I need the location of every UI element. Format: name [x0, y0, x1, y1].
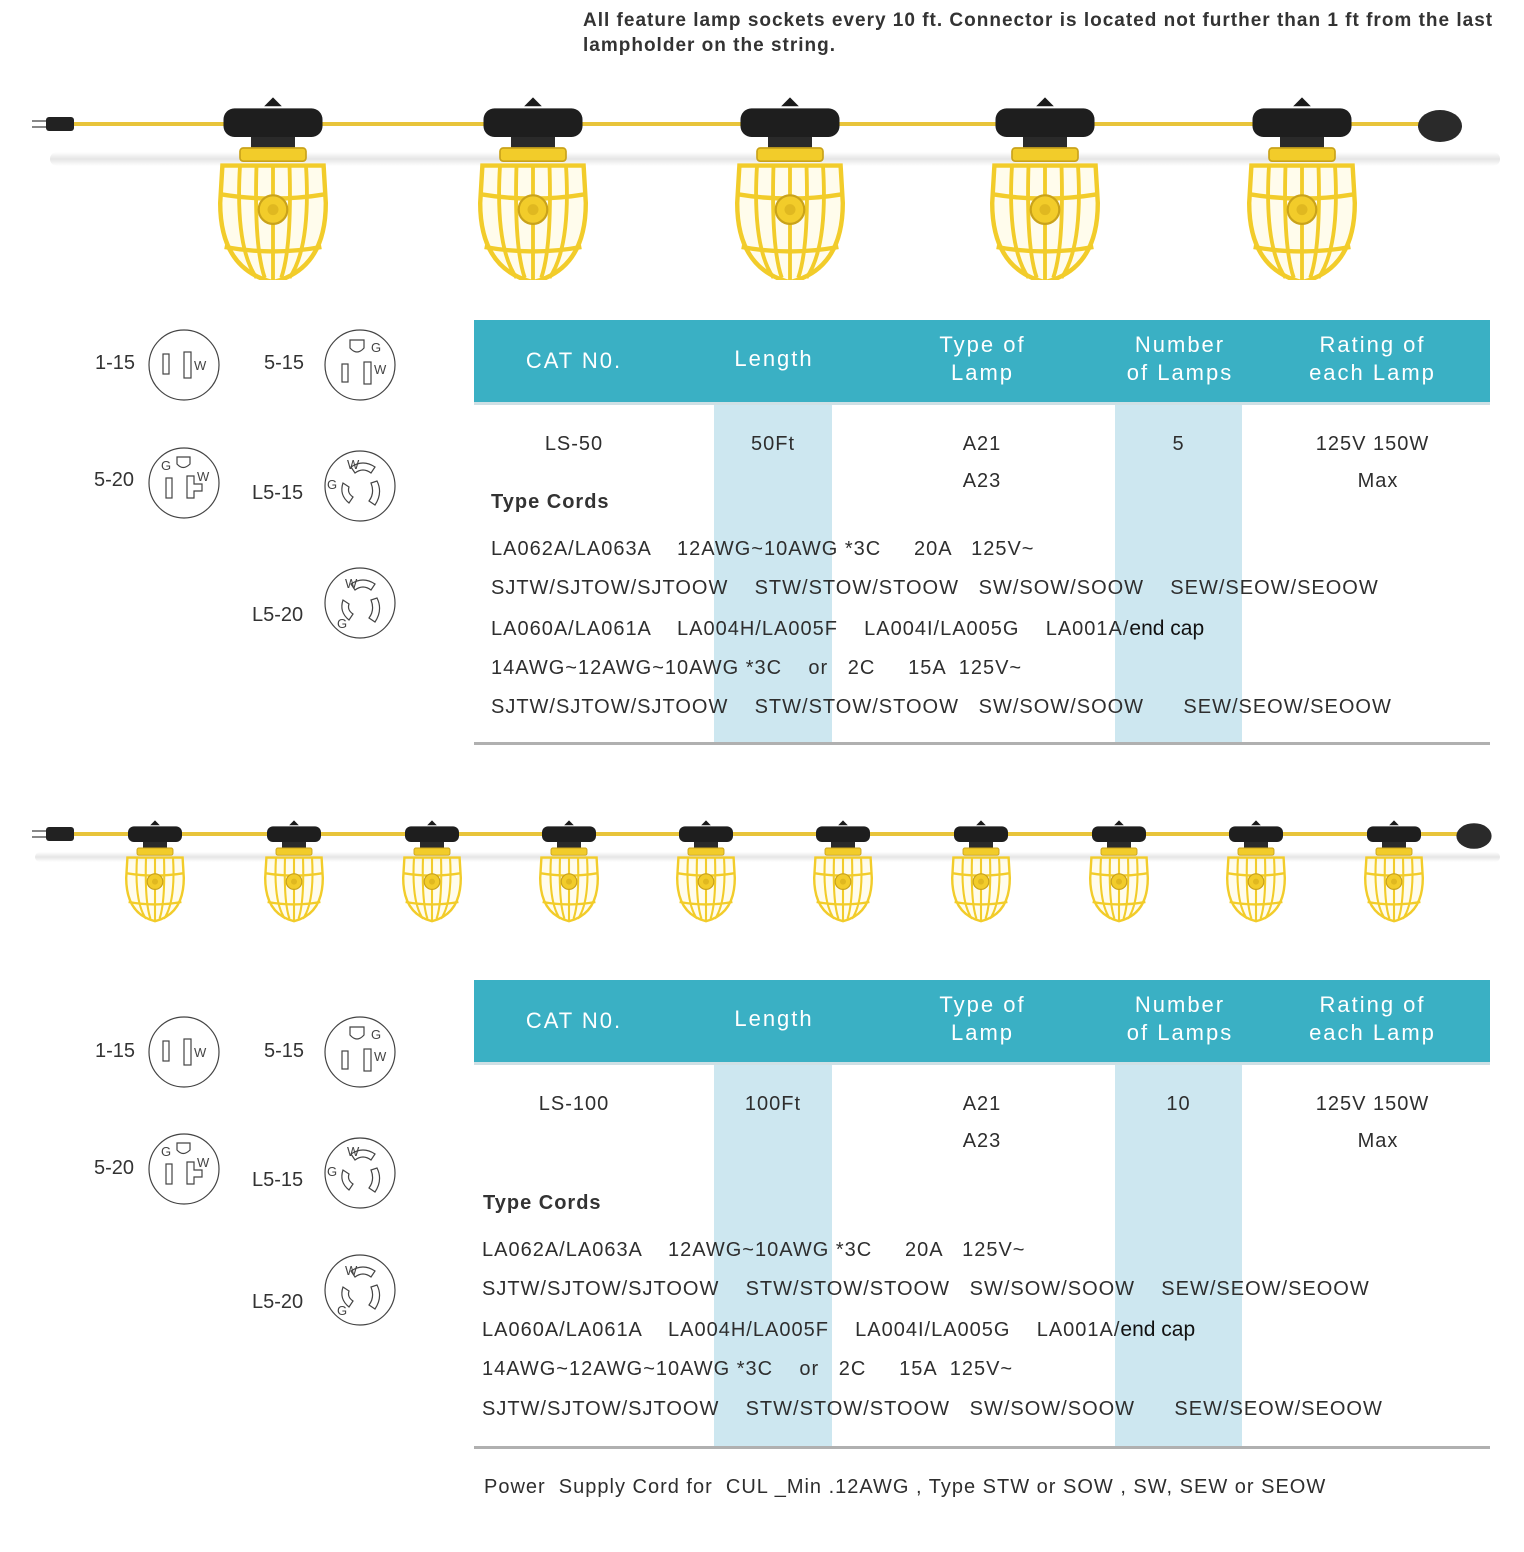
cage-hub-center [840, 879, 846, 885]
plug-label-l5-20: L5-20 [252, 1291, 304, 1313]
header-separator [474, 1062, 1490, 1065]
lamp-cage [540, 820, 598, 921]
string-light-10-image [0, 815, 1524, 925]
socket-body [954, 826, 1008, 842]
socket-body [1092, 826, 1146, 842]
socket-body [996, 108, 1095, 137]
cord-line-text: LA060A/LA061A LA004H/LA005F LA004I/LA005G LA001A/ [482, 1319, 1121, 1341]
outlet-letter: W [374, 362, 387, 377]
cage-hub-center [1116, 879, 1122, 885]
outlet-letter: W [197, 469, 210, 484]
rating-note: Max [1357, 470, 1399, 492]
socket-hook [289, 820, 299, 825]
cord-line [491, 617, 1204, 641]
cage-collar [137, 848, 173, 855]
socket-hook [701, 820, 711, 825]
socket-hook [427, 820, 437, 825]
plug-label-l5-15: L5-15 [252, 1169, 304, 1191]
outlet-letter: G [161, 458, 172, 473]
header-separator [474, 402, 1490, 405]
lamp-cage [952, 820, 1010, 921]
plug-body [46, 117, 74, 131]
socket-body [128, 826, 182, 842]
socket-hook [1251, 820, 1261, 825]
header-rating-line-2: each Lamp [1309, 1020, 1436, 1045]
intro-text: All feature lamp sockets every 10 ft. Connector is located not further than 1 ft from the last lampholder on the string. [583, 10, 1494, 56]
lamp-cage [737, 97, 843, 280]
string-light-5-image [0, 90, 1524, 280]
header-length: Length [734, 346, 814, 371]
cord-line: 14AWG~12AWG~10AWG *3C or 2C 15A 125V~ [491, 657, 1023, 679]
cage-collar [551, 848, 587, 855]
cage-collar [1238, 848, 1274, 855]
header-rating-line-1: Rating of [1319, 992, 1426, 1017]
header-cat-no: CAT N0. [525, 1008, 623, 1033]
header-length: Length [734, 1006, 814, 1031]
cord-line: SJTW/SJTOW/SJTOOW STW/STOW/STOOW SW/SOW/SOOW SEW/SEOW/SEOOW [482, 1398, 1383, 1420]
outlet-letter: G [327, 1164, 338, 1179]
socket-hook [1389, 820, 1399, 825]
socket-hook [264, 97, 282, 106]
lamp-cage [126, 820, 184, 921]
outlet-letter: W [347, 457, 360, 472]
outlet-letter: W [345, 1263, 358, 1278]
lamp-cage [265, 820, 323, 921]
cage-collar [1269, 148, 1335, 161]
lamp-cage [992, 97, 1098, 280]
length-value: 100Ft [744, 1093, 802, 1115]
cord-line: LA062A/LA063A 12AWG~10AWG *3C 20A 125V~ [491, 538, 1035, 560]
header-number-line-2: of Lamps [1126, 1020, 1234, 1045]
cage-hub-center [1297, 204, 1308, 215]
cage-collar [963, 848, 999, 855]
socket-body [679, 826, 733, 842]
socket-hook [976, 820, 986, 825]
outlet-letter: G [337, 1303, 348, 1318]
socket-hook [1114, 820, 1124, 825]
header-type-line-1: Type of [939, 332, 1026, 357]
outlet-l5-20-icon [323, 1253, 397, 1327]
outlet-letter: G [337, 616, 348, 631]
lamp-cage [1365, 820, 1423, 921]
header-rating [1280, 331, 1465, 387]
outlet-face [325, 568, 395, 638]
lamp-cage [403, 820, 461, 921]
num-lamps-value: 10 [1166, 1093, 1191, 1115]
cord-line: SJTW/SJTOW/SJTOOW STW/STOW/STOOW SW/SOW/SOOW SEW/SEOW/SEOOW [482, 1278, 1370, 1300]
cage-collar [688, 848, 724, 855]
socket-hook [1036, 97, 1054, 106]
outlet-letter: G [161, 1144, 172, 1159]
cage-hub-center [785, 204, 796, 215]
socket-hook [564, 820, 574, 825]
outlet-l5-20-icon [323, 566, 397, 640]
rating-note: Max [1357, 1130, 1399, 1152]
outlet-1-15-icon [147, 328, 221, 402]
plug-label-l5-20: L5-20 [252, 604, 304, 626]
lamp-cage [220, 97, 326, 280]
outlet-l5-15-icon [323, 1136, 397, 1210]
cage-hub-center [703, 879, 709, 885]
lamp-cage [814, 820, 872, 921]
plug-label-1-15: 1-15 [95, 352, 136, 374]
table-bottom-rule [474, 1446, 1490, 1449]
outlet-l5-15-icon [323, 449, 397, 523]
plug-label-5-20: 5-20 [94, 1157, 135, 1179]
cord-line: 14AWG~12AWG~10AWG *3C or 2C 15A 125V~ [482, 1358, 1014, 1380]
lamp-cage [1090, 820, 1148, 921]
type-cords-title: Type Cords [483, 1192, 602, 1214]
cage-collar [500, 148, 566, 161]
header-type-line-2: Lamp [950, 1020, 1015, 1045]
lamp-type-value-2: A23 [962, 470, 1002, 492]
lamp-cage [1249, 97, 1355, 280]
header-number-line-2: of Lamps [1126, 360, 1234, 385]
cage-hub-center [268, 204, 279, 215]
cord-line: SJTW/SJTOW/SJTOOW STW/STOW/STOOW SW/SOW/SOOW SEW/SEOW/SEOOW [491, 696, 1392, 718]
socket-hook [838, 820, 848, 825]
cage-hub-center [1253, 879, 1259, 885]
header-type-line-2: Lamp [950, 360, 1015, 385]
cage-collar [414, 848, 450, 855]
outlet-1-15-icon [147, 1015, 221, 1089]
socket-hook [524, 97, 542, 106]
cord-line-text: LA060A/LA061A LA004H/LA005F LA004I/LA005G LA001A/ [491, 618, 1130, 640]
plug-label-1-15: 1-15 [95, 1040, 136, 1062]
socket-body [405, 826, 459, 842]
socket-body [741, 108, 840, 137]
socket-body [1367, 826, 1421, 842]
header-type-of-lamp [885, 991, 1080, 1047]
socket-body [267, 826, 321, 842]
end-cap-text: end cap [1129, 617, 1205, 640]
cage-collar [1376, 848, 1412, 855]
header-type-line-1: Type of [939, 992, 1026, 1017]
header-rating-line-2: each Lamp [1309, 360, 1436, 385]
lamp-cage [1227, 820, 1285, 921]
length-value: 50Ft [750, 433, 796, 455]
cord-line: LA062A/LA063A 12AWG~10AWG *3C 20A 125V~ [482, 1239, 1026, 1261]
outlet-letter: W [345, 576, 358, 591]
cat-no-value: LS-50 [544, 433, 604, 455]
cage-collar [1012, 148, 1078, 161]
end-cap-text: end cap [1120, 1318, 1196, 1341]
plug-label-5-15: 5-15 [264, 352, 305, 374]
header-number-line-1: Number [1134, 332, 1226, 357]
lamp-type-value-1: A21 [962, 433, 1002, 455]
cage-collar [757, 148, 823, 161]
socket-body [1229, 826, 1283, 842]
lamp-cage [480, 97, 586, 280]
cage-hub-center [566, 879, 572, 885]
socket-hook [1293, 97, 1311, 106]
outlet-letter: W [374, 1049, 387, 1064]
outlet-letter: G [371, 340, 382, 355]
outlet-letter: W [197, 1155, 210, 1170]
socket-body [224, 108, 323, 137]
outlet-letter: W [347, 1144, 360, 1159]
cage-hub-center [429, 879, 435, 885]
cage-hub-center [152, 879, 158, 885]
outlet-letter: W [194, 358, 207, 373]
outlet-5-15-icon [323, 1015, 397, 1089]
outlet-letter: G [327, 477, 338, 492]
cage-hub-center [978, 879, 984, 885]
outlet-5-15-icon [323, 328, 397, 402]
outlet-5-20-icon [147, 446, 221, 520]
plug-label-l5-15: L5-15 [252, 482, 304, 504]
footer-note: Power Supply Cord for CUL _Min .12AWG , Type STW or SOW , SW, SEW or SEOW [484, 1476, 1327, 1498]
socket-body [1253, 108, 1352, 137]
outlet-5-20-icon [147, 1132, 221, 1206]
cord-line [482, 1318, 1195, 1342]
outlet-letter: G [371, 1027, 382, 1042]
header-cat-no: CAT N0. [525, 348, 623, 373]
plug-label-5-20: 5-20 [94, 469, 135, 491]
lamp-cage [677, 820, 735, 921]
cage-collar [825, 848, 861, 855]
cage-hub-center [1391, 879, 1397, 885]
type-cords-title: Type Cords [491, 491, 610, 513]
lamp-type-value-1: A21 [962, 1093, 1002, 1115]
plug-label-5-15: 5-15 [264, 1040, 305, 1062]
end-cap [1456, 823, 1491, 849]
cage-collar [240, 148, 306, 161]
cord-line: SJTW/SJTOW/SJTOOW STW/STOW/STOOW SW/SOW/SOOW SEW/SEOW/SEOOW [491, 577, 1379, 599]
cage-collar [276, 848, 312, 855]
socket-body [484, 108, 583, 137]
cage-hub-center [1040, 204, 1051, 215]
outlet-letter: W [194, 1045, 207, 1060]
table-bottom-rule [474, 742, 1490, 745]
rating-value: 125V 150W [1315, 433, 1430, 455]
cage-hub-center [528, 204, 539, 215]
socket-body [542, 826, 596, 842]
num-lamps-value: 5 [1172, 433, 1185, 455]
header-number-of-lamps [1090, 331, 1270, 387]
cage-hub-center [291, 879, 297, 885]
end-cap [1418, 110, 1462, 142]
header-rating-line-1: Rating of [1319, 332, 1426, 357]
socket-hook [150, 820, 160, 825]
column-band-number [1115, 1065, 1242, 1447]
lamp-type-value-2: A23 [962, 1130, 1002, 1152]
cat-no-value: LS-100 [538, 1093, 610, 1115]
outlet-face [325, 1255, 395, 1325]
header-rating [1280, 991, 1465, 1047]
plug-body [46, 827, 74, 841]
rating-value: 125V 150W [1315, 1093, 1430, 1115]
socket-body [816, 826, 870, 842]
header-number-of-lamps [1090, 991, 1270, 1047]
header-type-of-lamp [885, 331, 1080, 387]
header-number-line-1: Number [1134, 992, 1226, 1017]
socket-hook [781, 97, 799, 106]
cage-collar [1101, 848, 1137, 855]
